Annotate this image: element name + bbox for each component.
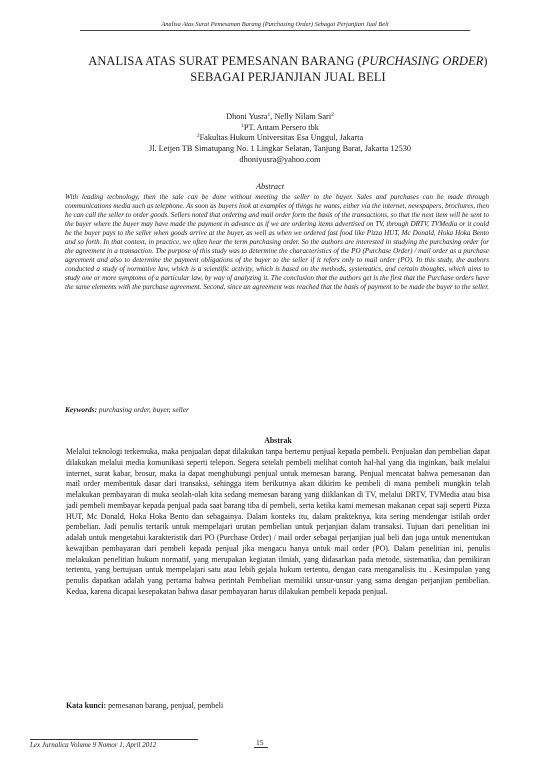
address: Jl. Letjen TB Simatupang No. 1 Lingkar Selatan, Tanjung Barat, Jakarta 12530 (148, 144, 412, 154)
page-number: 15 (256, 738, 264, 747)
keywords-indonesian-label: Kata kunci: (66, 701, 107, 710)
title-part-2: ) SEBAGAI PERJANJIAN JUAL BELI (190, 54, 488, 84)
running-head: Analisa Atas Surat Pemesanan Barang (Purchasing Order) Sebagai Perjanjian Jual Beli (80, 21, 470, 31)
author-names (70, 112, 490, 123)
author-2-affil-mark: 2 (331, 112, 334, 118)
keywords-english-label: Keywords: (65, 405, 98, 414)
abstract-english-text: With leading technology, then the sale can be done without meeting the seller to the buyer. Sales and purchases can be made through communications media such as telephone. As soon as buyers look at examples of things he wants, either via the internet, newspapers, brochures, then he can call the seller to order goods. Sellers noted that ordering and mail order form the basis of the transactions, so that the next item will be sent to the buyer where the buyer may have made the payment in advance as if we are ordering items advertised on TV, through DRTV, TVMedia or it could be the buyer pays to the seller when goods arrive at the buyer, as well as when we ordered fast food like Pizza HUT, Mc Donald, Hoka Hoka Bento and so forth. In that context, in practice, we often hear the term purchasing order. So the authors are interested in studying the purchasing order for the agreement in a transaction. The purpose of this study was to determine the characteristics of the PO (Purchase Order) / mail order as a purchase agreement and also to determine the payment obligations of the buyer to the seller if it refers only to mail order (PO). In this study, the authors conducted a study of normative law, which is a scientific activity, which is based on the methods, systematics, and certain thoughts, which aims to study one or more symptoms of a particular law, by way of analyzing it. The conclusion that the authors get is the first that the Purchase orders have the same elements with the purchase agreement. Second, since an agreement was reached that the basis of payment to be made the buyer to the seller. (65, 193, 489, 292)
author-2-name: Nelly Nilam Sari (274, 112, 332, 121)
keywords-english (65, 405, 189, 414)
paper-title (78, 54, 498, 85)
affiliation-2 (70, 133, 490, 144)
author-email: dhoniyusra@yahoo.com (239, 154, 321, 164)
abstrak-heading: Abstrak (264, 436, 292, 445)
footer-journal-citation: Lex Jurnalica Volume 9 Nomor 1, April 2012 (30, 741, 157, 749)
keywords-indonesian-values: pemesanan barang, penjual, pembeli (108, 701, 224, 710)
author-separator: , (270, 112, 275, 121)
title-part-1: ANALISA ATAS SURAT PEMESANAN BARANG ( (88, 54, 362, 68)
author-1-name: Dhoni Yusra (226, 112, 268, 121)
affiliation-2-mark: 2 (196, 133, 200, 140)
title-italic-term: PURCHASING ORDER (361, 54, 484, 68)
footer-rule (30, 739, 198, 740)
abstract-heading: Abstract (255, 182, 285, 191)
keywords-english-values: purchasing order, buyer, seller (98, 405, 189, 414)
affiliation-2-text: Fakultas Hukum Universitas Esa Unggul, Jakarta (199, 133, 364, 143)
affiliation-1-text: PT. Antam Persero tbk (243, 122, 319, 132)
keywords-indonesian (66, 701, 223, 711)
page-number-underline (254, 747, 268, 748)
author-1-affil-mark: 1 (267, 112, 271, 118)
affiliation-1-mark: 1 (241, 122, 244, 129)
author-block (70, 112, 490, 166)
affiliation-1 (70, 123, 490, 134)
abstrak-indonesian-text: Melalui teknologi terkemuka, maka penjualan dapat dilakukan tanpa bertemu penjual kepada pembeli. Penjualan dan pembelian dapat dilakukan melalui media komunikasi seperti telepon. Segera setelah pembeli melihat contoh hal-hal yang dia inginkan, baik melalui internet, surat kabar, brosur, maka ia dapat menghubungi penjual untuk memesan barang. Penjual mencatat bahwa pemesanan dan mail order membentuk dasar dari transaksi, sehingga item berikutnya akan dikirim ke pembeli di mana pembeli mungkin telah melakukan pembayaran di muka seolah-olah kita sedang memesan barang yang diiklankan di TV, melalui DRTV, TVMedia atau bisa jadi pembeli membayar kepada penjual pada saat barang tiba di pembeli, serta ketika kami memesan makanan cepat saji seperti Pizza HUT, Mc Donald, Hoka Hoka Bento dan sebagainya. Dalam konteks itu, dalam prakteknya, kita sering mendengar istilah order pembelian. Jadi penulis tertarik untuk mempelajari urutan pembelian untuk perjanjian dalam transaksi. Tujuan dari penelitian ini adalah untuk mengetahui karakteristik dari PO (Purchase Order) / mail order sebagai perjanjian jual beli dan juga untuk menentukan kewajiban pembayaran dari pembeli kepada penjual jika mengacu hanya untuk mail order (PO). Dalam penelitian ini, penulis melakukan penelitian hukum normatif, yang merupakan kegiatan ilmiah, yang didasarkan pada metode, sistematika, dan pemikiran tertentu, yang bertujuan untuk mempelajari satu atau lebih gejala hukum tertentu, dengan cara menganalisis itu . Kesimpulan yang penulis dapatkan adalah yang pertama bahwa perintah Pembelian memiliki unsur-unsur yang sama dengan perjanjian pembelian. Kedua, karena dicapai kesepakatan bahwa dasar pembayaran harus dilakukan pembeli kepada penjual. (66, 447, 490, 596)
